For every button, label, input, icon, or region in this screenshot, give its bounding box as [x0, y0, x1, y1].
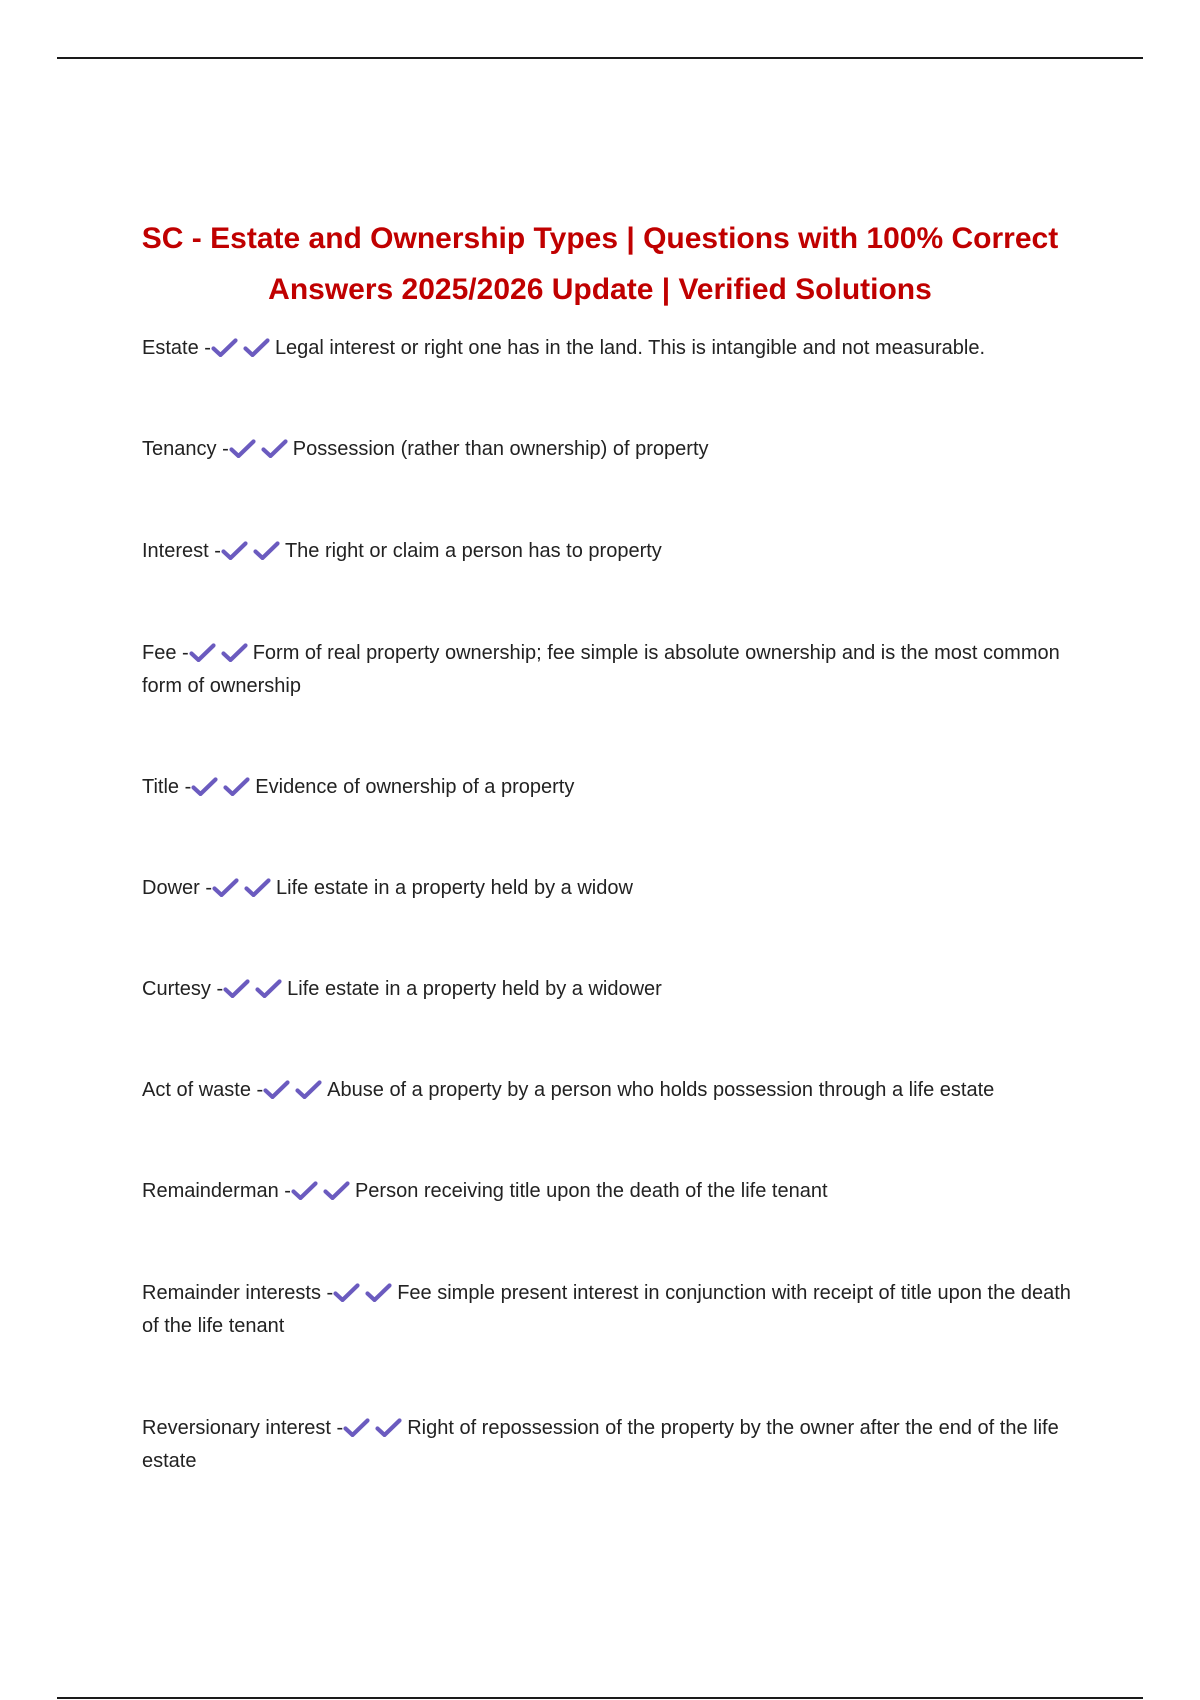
- qa-entry: [142, 1074, 1072, 1107]
- entry-definition: The right or claim a person has to property: [284, 540, 662, 562]
- check-icon: [243, 338, 270, 357]
- entry-separator: -: [216, 978, 224, 1000]
- entry-term: Dower: [142, 877, 200, 899]
- check-icon: [375, 1418, 402, 1437]
- qa-entry: [142, 973, 1072, 1006]
- entry-separator: -: [256, 1079, 264, 1101]
- entry-definition: Life estate in a property held by a widower: [287, 978, 662, 1000]
- entry-term: Title: [142, 776, 180, 798]
- entry-definition: Fee simple present interest in conjunction with receipt of title upon the death of the life tenant: [142, 1282, 1071, 1337]
- check-icon: [223, 777, 250, 796]
- check-icon: [212, 878, 239, 897]
- entry-term: Remainder interests: [142, 1282, 321, 1304]
- qa-entry: [142, 535, 1072, 568]
- entry-term: Reversionary interest: [142, 1417, 331, 1439]
- check-icon: [211, 338, 238, 357]
- entry-term: Tenancy: [142, 438, 217, 460]
- check-icon: [221, 643, 248, 662]
- check-icon: [263, 1080, 290, 1099]
- entry-definition: Possession (rather than ownership) of property: [292, 438, 709, 460]
- check-icon: [255, 979, 282, 998]
- entry-term: Curtesy: [142, 978, 211, 1000]
- entry-definition: Person receiving title upon the death of the life tenant: [354, 1180, 828, 1202]
- check-icon: [291, 1181, 318, 1200]
- entry-separator: -: [214, 540, 221, 562]
- entry-separator: -: [222, 438, 229, 460]
- check-icon: [295, 1080, 322, 1099]
- check-icon: [253, 541, 280, 560]
- entry-separator: -: [182, 642, 189, 664]
- entry-term: Act of waste: [142, 1079, 251, 1101]
- entry-separator: -: [205, 877, 213, 899]
- check-icon: [323, 1181, 350, 1200]
- check-icon: [221, 541, 248, 560]
- entry-separator: -: [336, 1417, 344, 1439]
- check-icon: [261, 439, 288, 458]
- entry-term: Interest: [142, 540, 209, 562]
- qa-entry: [142, 1412, 1072, 1478]
- check-icon: [189, 643, 216, 662]
- qa-entry: [142, 332, 1072, 365]
- entry-definition: Evidence of ownership of a property: [255, 776, 575, 798]
- entry-term: Remainderman: [142, 1180, 279, 1202]
- qa-entry: [142, 433, 1072, 466]
- qa-entry: [142, 771, 1072, 804]
- check-icon: [365, 1283, 392, 1302]
- entry-separator: -: [184, 776, 192, 798]
- entry-separator: -: [284, 1180, 291, 1202]
- entry-definition: Form of real property ownership; fee simple is absolute ownership and is the most common form of ownership: [142, 642, 1060, 697]
- check-icon: [244, 878, 271, 897]
- entry-definition: Legal interest or right one has in the land. This is intangible and not measurable.: [274, 337, 986, 359]
- qa-entry: [142, 1277, 1072, 1343]
- entry-definition: Right of repossession of the property by the owner after the end of the life estate: [142, 1417, 1059, 1472]
- check-icon: [333, 1283, 360, 1302]
- check-icon: [191, 777, 218, 796]
- top-rule: [57, 57, 1143, 59]
- entry-definition: Abuse of a property by a person who holds possession through a life estate: [327, 1079, 995, 1101]
- check-icon: [229, 439, 256, 458]
- entry-definition: Life estate in a property held by a widow: [276, 877, 633, 899]
- entry-separator: -: [204, 337, 211, 359]
- check-icon: [223, 979, 250, 998]
- entry-term: Fee: [142, 642, 177, 664]
- qa-entry: [142, 637, 1072, 703]
- entry-term: Estate: [142, 337, 199, 359]
- bottom-rule: [57, 1697, 1143, 1699]
- entry-separator: -: [326, 1282, 334, 1304]
- qa-entry: [142, 872, 1072, 905]
- check-icon: [343, 1418, 370, 1437]
- qa-entry: [142, 1175, 1072, 1208]
- document-title: SC - Estate and Ownership Types | Questions with 100% Correct Answers 2025/2026 Update | Verified Solutions: [141, 222, 1059, 306]
